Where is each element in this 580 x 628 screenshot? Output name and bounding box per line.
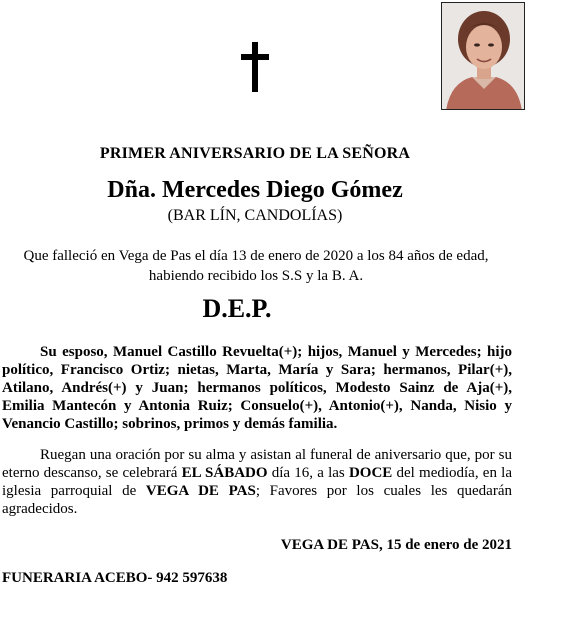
death-line-2: habiendo recibido los S.S y la B. A. <box>148 268 364 284</box>
prayer-text-4: ; Favores por los cuales les quedarán agradecidos. <box>2 483 512 517</box>
cross-icon <box>238 40 272 94</box>
prayer-time: DOCE <box>348 465 393 481</box>
portrait-photo <box>441 2 525 110</box>
prayer-day: EL SÁBADO <box>181 465 268 481</box>
death-details <box>0 246 512 286</box>
dep-text: D.E.P. <box>202 294 272 323</box>
place-date: VEGA DE PAS, 15 de enero de 2021 <box>280 537 512 553</box>
notice-heading: PRIMER ANIVERSARIO DE LA SEÑORA <box>99 145 411 162</box>
prayer-paragraph <box>2 446 512 518</box>
prayer-text-1: Ruegan una oración por su alma y asistan al funeral de aniversario que, por su eterno descanso, se celebrará <box>2 447 512 481</box>
prayer-place: VEGA DE PAS <box>145 483 256 499</box>
family-paragraph: Su esposo, Manuel Castillo Revuelta(+); hijos, Manuel y Mercedes; hijo político, Francisco Ortiz; nietas, Marta, María y Sara; hermanos, Pilar(+), Atilano, Andrés(+) y Juan; hermanos políticos, Modesto Sainz de Aja(+), Emilia Mantecón y Antonia Ruiz; Consuelo(+), Antonio(+), Nanda, Nisio y Venancio Castillo; sobrinos, primos y demás familia. <box>2 344 512 432</box>
death-line-1: Que falleció en Vega de Pas el día 13 de enero de 2020 a los 84 años de edad, <box>23 248 489 264</box>
deceased-name: Dña. Mercedes Diego Gómez <box>107 177 403 203</box>
portrait-illustration <box>442 3 525 110</box>
prayer-text-2: día 16, a las <box>267 465 349 481</box>
prayer-text-3: del mediodía, en la iglesia parroquial de <box>2 465 512 499</box>
funeral-home: FUNERARIA ACEBO- 942 597638 <box>2 570 228 586</box>
deceased-alias: (BAR LÍN, CANDOLÍAS) <box>167 207 343 224</box>
